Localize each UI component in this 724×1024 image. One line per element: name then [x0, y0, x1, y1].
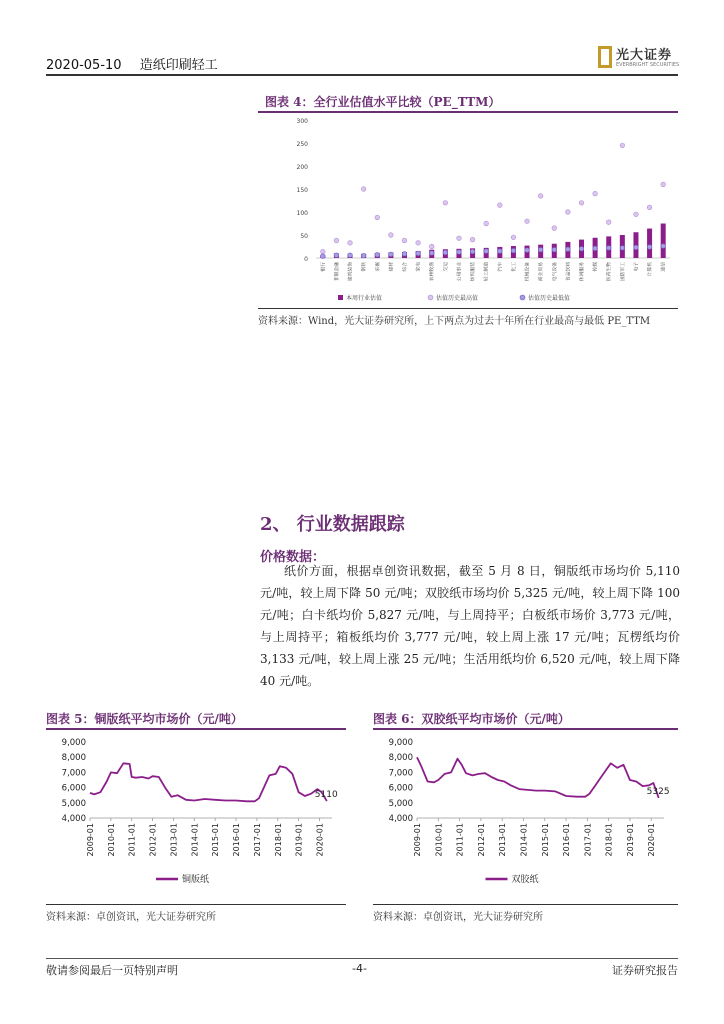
fig4-legend-swatch	[428, 295, 433, 300]
fig6-series-line	[417, 757, 659, 798]
fig4-low-point	[443, 250, 448, 255]
fig4-x-tick: 农林牧渔	[430, 262, 436, 282]
fig4-high-point	[647, 205, 652, 210]
fig4-low-point	[334, 253, 339, 258]
fig5-legend-label: 铜版纸	[182, 875, 210, 885]
fig6-x-tick: 2017-01	[583, 823, 593, 857]
fig6-chart	[373, 732, 678, 902]
fig4-low-point	[647, 245, 652, 250]
fig4-high-point	[321, 249, 326, 254]
fig4-x-tick: 汽车	[498, 262, 504, 272]
industry-name: 造纸印刷轻工	[139, 58, 218, 73]
fig6-y-tick: 6,000	[388, 783, 413, 794]
fig4-high-point	[661, 182, 666, 187]
fig6-legend-label: 双胶纸	[511, 875, 539, 885]
section-paragraph: 纸价方面，根据卓创资讯数据，截至 5 月 8 日，铜版纸市场均价 5,110 元/吨，较上周下降 50 元/吨；双胶纸市场均价 5,325 元/吨，较上周下降 100 元/吨；白卡纸均价 5,827 元/吨，与上周持平；白板纸市场价 3,773 元/吨，与上周持平；箱板纸均价 3,777 元/吨，较上周上涨 17 元/吨；瓦楞纸均价 3,133 元/吨，较上周上涨 25 元/吨；生活用纸均价 6,520 元/吨，较上周下降 40 元/吨。	[260, 564, 680, 688]
fig4-low-point	[498, 249, 503, 254]
fig5-x-tick: 2019-01	[294, 823, 304, 857]
fig6-x-tick: 2015-01	[540, 823, 550, 857]
fig4-x-tick: 钢铁	[362, 262, 368, 272]
fig4-x-tick: 交运	[443, 262, 449, 272]
fig4-high-point	[416, 241, 421, 246]
fig6-y-tick: 8,000	[388, 753, 413, 764]
fig5-x-tick: 2018-01	[273, 823, 283, 857]
fig4-x-tick: 化工	[511, 262, 517, 272]
fig4-low-point	[552, 247, 557, 252]
fig4-low-point	[593, 246, 598, 251]
fig5-x-tick: 2010-01	[106, 823, 116, 857]
fig4-high-point	[348, 241, 353, 246]
fig5-y-tick: 5,000	[61, 798, 86, 809]
fig4-x-tick: 综合	[403, 262, 408, 272]
fig4-low-point	[321, 254, 326, 259]
fig4-title: 图表 4：全行业估值水平比较（PE_TTM）	[265, 95, 501, 109]
fig4-y-tick: 150	[296, 187, 308, 194]
fig4-low-point	[348, 253, 353, 258]
fig4-low-point	[429, 251, 434, 256]
fig4-high-point	[538, 194, 543, 199]
fig4-x-tick: 电子	[634, 262, 640, 272]
fig4-x-tick: 休闲服务	[580, 262, 585, 282]
fig4-x-tick: 国防军工	[620, 262, 626, 282]
fig5-series-line	[90, 763, 327, 801]
fig5-x-tick: 2020-01	[315, 823, 325, 857]
logo-english: EVERBRIGHT SECURITIES	[616, 62, 680, 68]
header-divider	[46, 74, 678, 76]
fig6-x-tick: 2013-01	[498, 823, 508, 857]
fig6-y-tick: 9,000	[388, 738, 413, 748]
fig4-low-point	[402, 252, 407, 257]
fig4-y-tick: 0	[304, 256, 308, 263]
fig4-low-point	[484, 249, 489, 254]
footer-divider	[46, 958, 678, 959]
fig4-x-tick: 轻工制造	[484, 262, 490, 282]
fig5-y-tick: 7,000	[61, 768, 86, 779]
report-date: 2020-05-10	[46, 58, 122, 73]
fig6-x-tick: 2012-01	[476, 823, 486, 857]
fig4-low-point	[606, 246, 611, 251]
fig4-x-tick: 纺织服装	[471, 262, 477, 282]
fig4-high-point	[606, 220, 611, 225]
fig4-low-point	[634, 245, 639, 250]
fig6-x-tick: 2016-01	[562, 823, 572, 857]
fig4-high-point	[566, 210, 571, 215]
fig4-low-point	[416, 251, 421, 256]
fig4-high-point	[498, 203, 503, 208]
page-number: -4-	[352, 962, 367, 975]
fig5-y-tick: 6,000	[61, 783, 86, 794]
fig4-legend-swatch	[338, 295, 343, 300]
fig4-low-point	[389, 252, 394, 257]
fig4-x-tick: 传媒	[593, 262, 599, 272]
fig4-low-point	[511, 248, 516, 253]
fig4-high-point	[429, 244, 434, 249]
page-header	[46, 54, 232, 73]
fig4-high-point	[375, 215, 380, 220]
fig4-y-tick: 300	[296, 118, 308, 125]
fig4-x-tick: 家电	[416, 262, 422, 272]
fig6-x-tick: 2020-01	[647, 823, 657, 857]
fig6-source: 资料来源：卓创资讯，光大证券研究所	[373, 912, 543, 923]
logo-mark-icon	[598, 46, 612, 68]
fig5-x-tick: 2009-01	[86, 823, 95, 857]
fig4-x-tick: 电气设备	[552, 262, 558, 282]
fig6-x-tick: 2019-01	[625, 823, 635, 857]
fig5-x-tick: 2016-01	[232, 823, 242, 857]
fig4-x-tick: 通信	[661, 262, 667, 272]
fig4-x-tick: 计算机	[648, 262, 654, 277]
fig6-last-value-label: 5325	[646, 786, 670, 797]
fig6-y-tick: 7,000	[388, 768, 413, 779]
fig4-legend-label: 本周行业估值	[346, 295, 383, 302]
fig4-x-tick: 银行	[321, 262, 327, 272]
fig4-x-tick: 商业贸易	[539, 262, 545, 282]
fig5-x-tick: 2017-01	[252, 823, 262, 857]
fig4-low-point	[538, 247, 543, 252]
fig6-y-tick: 5,000	[388, 798, 413, 809]
fig4-y-tick: 250	[296, 141, 308, 148]
footer-disclaimer: 敬请参阅最后一页特别声明	[46, 964, 178, 977]
fig5-last-value-label: 5110	[314, 790, 338, 801]
footer-report-type: 证券研究报告	[612, 964, 678, 977]
fig4-low-point	[525, 248, 530, 253]
fig4-high-point	[620, 143, 625, 148]
fig4-high-point	[389, 233, 394, 238]
fig4-high-point	[525, 219, 530, 224]
fig6-bottom-rule	[373, 904, 678, 905]
fig5-y-tick: 4,000	[61, 814, 86, 824]
fig4-high-point	[511, 235, 516, 240]
fig6-title: 图表 6：双胶纸平均市场价（元/吨）	[373, 712, 570, 726]
fig4-high-point	[361, 187, 366, 192]
fig4-x-tick: 建筑装饰	[348, 262, 354, 282]
fig4-low-point	[457, 250, 462, 255]
logo-name: 光大证券	[616, 48, 673, 63]
fig6-x-tick: 2009-01	[413, 823, 422, 857]
fig4-low-point	[470, 249, 475, 254]
fig6-x-tick: 2014-01	[519, 823, 529, 857]
fig6-x-tick: 2011-01	[455, 823, 465, 857]
fig4-low-point	[620, 246, 625, 251]
fig5-x-tick: 2014-01	[190, 823, 200, 857]
fig5-x-tick: 2012-01	[148, 823, 158, 857]
fig4-legend-label: 估值历史最低值	[528, 295, 571, 302]
fig4-legend-swatch	[520, 295, 525, 300]
fig6-x-tick: 2018-01	[604, 823, 614, 857]
fig4-high-point	[552, 226, 557, 231]
fig5-x-tick: 2011-01	[127, 823, 137, 857]
fig4-x-tick: 医药生物	[607, 262, 613, 282]
fig5-y-tick: 8,000	[61, 753, 86, 764]
fig4-high-point	[593, 191, 598, 196]
section-title: 2、 行业数据跟踪	[260, 514, 405, 535]
fig4-y-tick: 200	[296, 164, 308, 171]
fig4-bottom-rule	[258, 308, 678, 309]
fig4-chart	[258, 112, 678, 308]
fig4-legend-label: 估值历史最高值	[436, 295, 479, 302]
fig5-chart	[46, 732, 346, 902]
company-logo	[598, 44, 678, 72]
fig5-bottom-rule	[46, 904, 346, 905]
fig4-x-tick: 机械设备	[525, 262, 531, 282]
fig4-low-point	[661, 244, 666, 249]
fig5-x-tick: 2013-01	[169, 823, 179, 857]
fig4-high-point	[457, 236, 462, 241]
fig5-y-tick: 9,000	[61, 738, 86, 748]
fig4-source: 资料来源：Wind，光大证券研究所，上下两点为过去十年所在行业最高与最低 PE_TTM	[258, 316, 651, 327]
fig4-high-point	[484, 221, 489, 226]
fig4-low-point	[375, 252, 380, 257]
fig5-title: 图表 5：铜版纸平均市场价（元/吨）	[46, 712, 243, 726]
fig4-x-tick: 公用事业	[457, 262, 463, 282]
fig4-x-tick: 建材	[389, 262, 395, 272]
fig4-high-point	[579, 201, 584, 206]
fig4-x-tick: 食品饮料	[566, 262, 572, 282]
fig4-low-point	[361, 253, 366, 258]
fig6-y-tick: 4,000	[388, 814, 413, 824]
fig5-title-rule	[46, 728, 346, 730]
fig4-low-point	[566, 247, 571, 252]
fig4-bar	[647, 229, 652, 258]
fig4-x-tick: 采掘	[375, 262, 381, 272]
fig4-high-point	[470, 237, 475, 242]
fig5-x-tick: 2015-01	[211, 823, 221, 857]
fig4-y-tick: 100	[296, 210, 308, 217]
fig4-high-point	[443, 201, 448, 206]
fig4-low-point	[579, 247, 584, 252]
fig6-x-tick: 2010-01	[434, 823, 444, 857]
fig4-high-point	[402, 238, 407, 243]
fig4-y-tick: 50	[300, 233, 308, 240]
fig4-high-point	[634, 212, 639, 217]
fig4-high-point	[334, 238, 339, 243]
fig6-title-rule	[373, 728, 678, 730]
fig4-x-tick: 非银金融	[334, 262, 340, 282]
fig5-source: 资料来源：卓创资讯，光大证券研究所	[46, 912, 216, 923]
fig4-bar	[661, 224, 666, 259]
section-subtitle: 价格数据：	[260, 550, 326, 565]
